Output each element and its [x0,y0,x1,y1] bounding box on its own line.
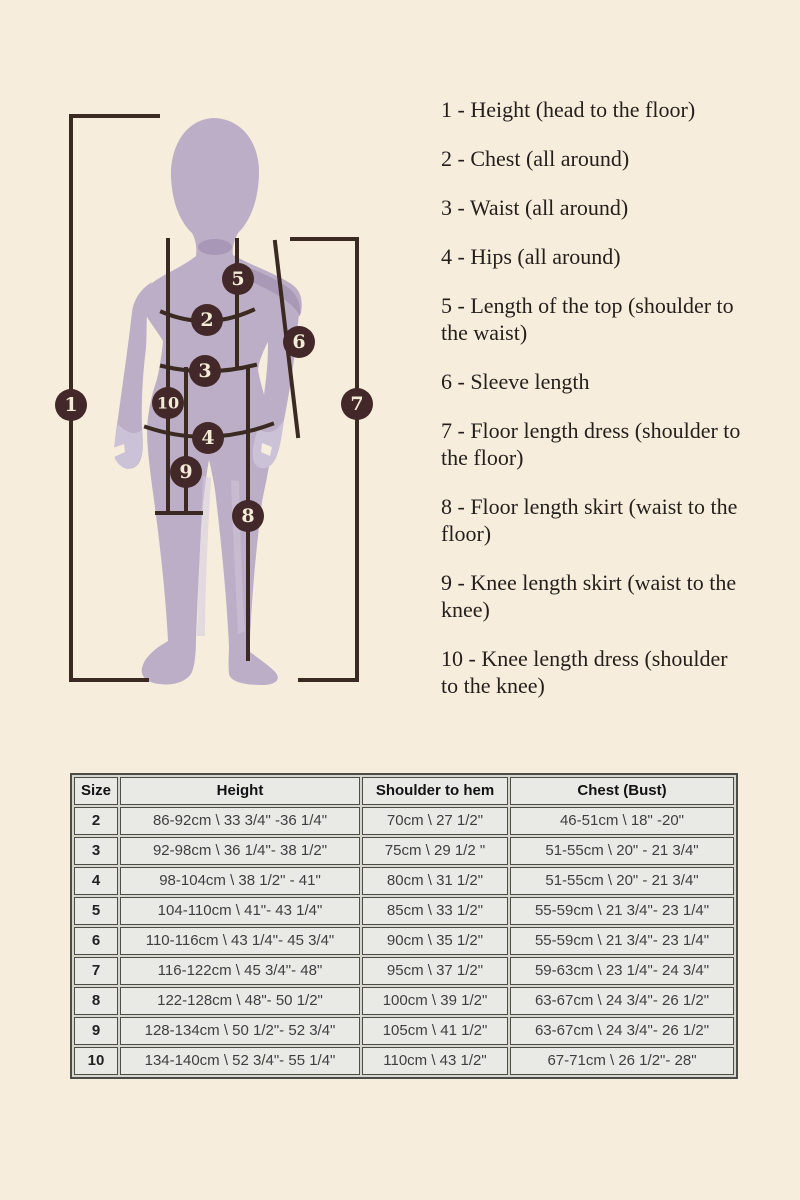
marker-2 [191,304,223,336]
cell-size: 10 [74,1047,118,1075]
cell-chest: 63-67cm \ 24 3/4"- 26 1/2" [510,1017,734,1045]
measurement-legend [441,96,741,721]
cell-size: 5 [74,897,118,925]
marker-10 [152,387,184,419]
cell-height: 86-92cm \ 33 3/4" -36 1/4" [120,807,360,835]
cell-size: 7 [74,957,118,985]
cell-chest: 51-55cm \ 20" - 21 3/4" [510,867,734,895]
legend-item-height: 1 - Height (head to the floor) [441,97,696,122]
marker-9 [170,456,202,488]
column-header-size: Size [74,777,118,805]
cell-height: 110-116cm \ 43 1/4"- 45 3/4" [120,927,360,955]
child-silhouette [113,118,302,685]
cell-shoulder: 90cm \ 35 1/2" [362,927,508,955]
marker-5-label: 5 [231,268,245,290]
cell-shoulder: 75cm \ 29 1/2 " [362,837,508,865]
cell-size: 8 [74,987,118,1015]
marker-7-label: 7 [350,393,364,415]
cell-shoulder: 105cm \ 41 1/2" [362,1017,508,1045]
column-header-shoulder-to-hem: Shoulder to hem [362,777,508,805]
cell-height: 92-98cm \ 36 1/4"- 38 1/2" [120,837,360,865]
legend-item-knee-skirt: 9 - Knee length skirt (waist to the knee) [441,570,737,622]
legend-item-waist: 3 - Waist (all around) [441,195,629,220]
legend-item-knee-dress: 10 - Knee length dress (shoulder to the knee) [441,646,728,698]
marker-7 [341,388,373,420]
marker-6 [283,326,315,358]
legend-item-sleeve: 6 - Sleeve length [441,369,590,394]
table-row-size-3 [74,837,734,865]
marker-6-label: 6 [292,331,306,353]
cell-chest: 51-55cm \ 20" - 21 3/4" [510,837,734,865]
cell-chest: 55-59cm \ 21 3/4"- 23 1/4" [510,897,734,925]
marker-3 [189,355,221,387]
marker-3-label: 3 [198,360,212,382]
cell-size: 4 [74,867,118,895]
marker-8-label: 8 [241,505,255,527]
cell-chest: 59-63cm \ 23 1/4"- 24 3/4" [510,957,734,985]
table-row-size-6 [74,927,734,955]
column-header-chest: Chest (Bust) [510,777,734,805]
cell-chest: 55-59cm \ 21 3/4"- 23 1/4" [510,927,734,955]
column-header-height: Height [120,777,360,805]
legend-item-floor-dress: 7 - Floor length dress (shoulder to the floor) [441,418,741,470]
marker-5 [222,263,254,295]
cell-size: 3 [74,837,118,865]
cell-height: 134-140cm \ 52 3/4"- 55 1/4" [120,1047,360,1075]
marker-8 [232,500,264,532]
legend-item-hips: 4 - Hips (all around) [441,244,621,269]
cell-chest: 67-71cm \ 26 1/2"- 28" [510,1047,734,1075]
legend-item-floor-skirt: 8 - Floor length skirt (waist to the floor) [441,494,738,546]
marker-1 [55,389,87,421]
legend-item-top-length: 5 - Length of the top (shoulder to the waist) [441,293,734,345]
marker-4 [192,422,224,454]
table-row-size-10 [74,1047,734,1075]
cell-shoulder: 110cm \ 43 1/2" [362,1047,508,1075]
cell-shoulder: 70cm \ 27 1/2" [362,807,508,835]
cell-shoulder: 100cm \ 39 1/2" [362,987,508,1015]
cell-height: 116-122cm \ 45 3/4"- 48" [120,957,360,985]
child-measurement-diagram [0,0,430,760]
cell-shoulder: 85cm \ 33 1/2" [362,897,508,925]
table-row-size-7 [74,957,734,985]
cell-height: 128-134cm \ 50 1/2"- 52 3/4" [120,1017,360,1045]
cell-shoulder: 95cm \ 37 1/2" [362,957,508,985]
legend-item-chest: 2 - Chest (all around) [441,146,630,171]
cell-height: 98-104cm \ 38 1/2" - 41" [120,867,360,895]
cell-height: 122-128cm \ 48"- 50 1/2" [120,987,360,1015]
cell-height: 104-110cm \ 41"- 43 1/4" [120,897,360,925]
marker-2-label: 2 [200,309,214,331]
cell-size: 2 [74,807,118,835]
marker-4-label: 4 [201,427,215,449]
cell-shoulder: 80cm \ 31 1/2" [362,867,508,895]
table-row-size-4 [74,867,734,895]
marker-10-label: 10 [156,393,180,413]
cell-size: 9 [74,1017,118,1045]
table-row-size-9 [74,1017,734,1045]
marker-9-label: 9 [179,461,193,483]
table-row-size-8 [74,987,734,1015]
table-header-row [74,777,734,805]
cell-chest: 63-67cm \ 24 3/4"- 26 1/2" [510,987,734,1015]
table-row-size-5 [74,897,734,925]
size-chart-table [70,773,738,1079]
cell-size: 6 [74,927,118,955]
floor-dress-bracket-line [292,239,357,680]
marker-1-label: 1 [64,394,78,416]
table-row-size-2 [74,807,734,835]
cell-chest: 46-51cm \ 18" -20" [510,807,734,835]
